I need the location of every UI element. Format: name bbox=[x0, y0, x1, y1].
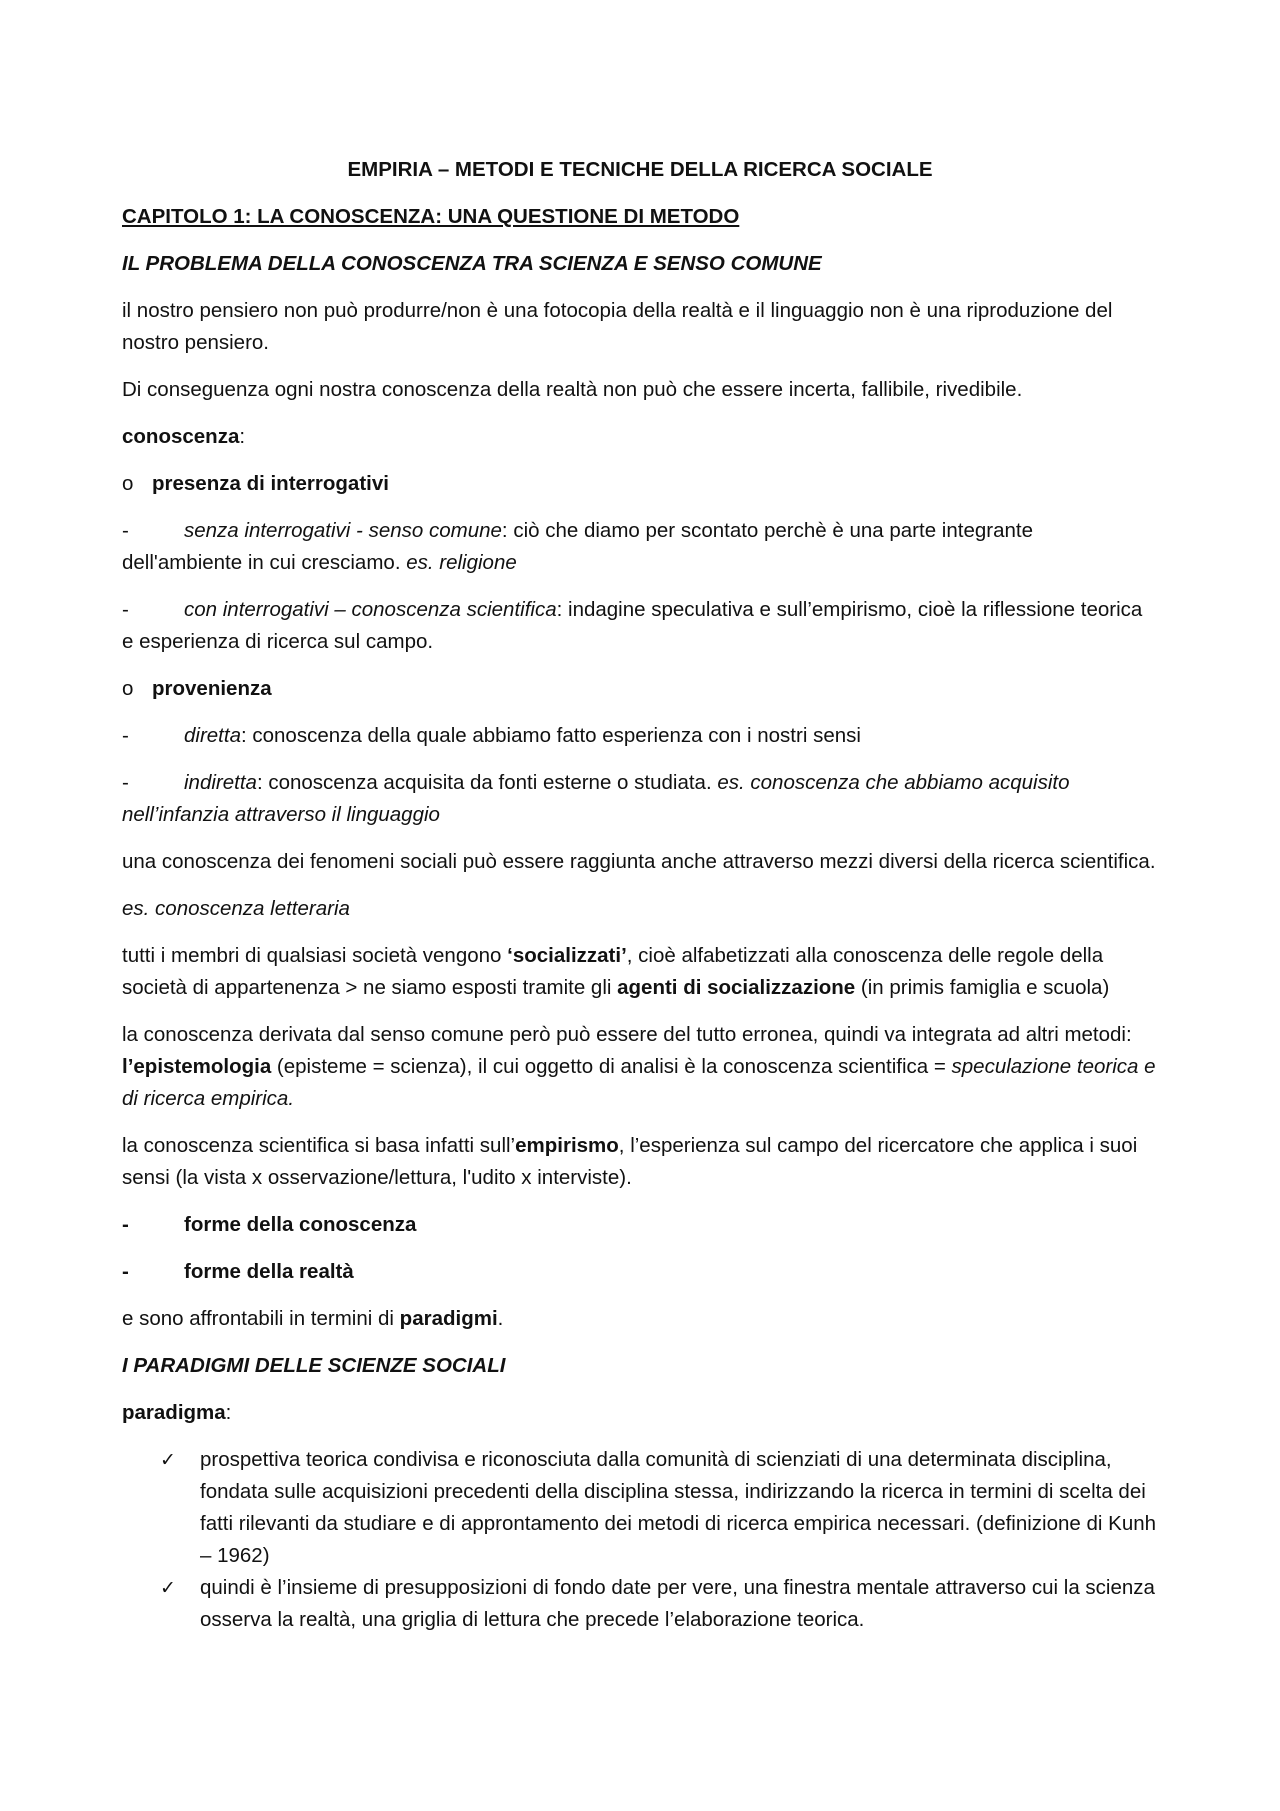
dash-item-con-text: : indagine speculativa e sull’empirismo, cioè la riflessione teorica e esperienza di ricerca sul campo. bbox=[122, 598, 1143, 653]
dash-marker: - bbox=[122, 1213, 129, 1236]
dash-item-diretta bbox=[122, 720, 1158, 752]
paragraph-empirismo bbox=[122, 1130, 1158, 1194]
dash-item-indiretta-text: : conoscenza acquisita da fonti esterne o studiata. bbox=[256, 771, 718, 794]
dash-item-diretta-text: : conoscenza della quale abbiamo fatto esperienza con i nostri sensi bbox=[240, 724, 861, 747]
dash-item-con-term: con interrogativi – conoscenza scientifica bbox=[184, 598, 557, 621]
chapter-heading: CAPITOLO 1: LA CONOSCENZA: UNA QUESTIONE DI METODO bbox=[122, 205, 740, 228]
checklist-item-text: quindi è l’insieme di presupposizioni di fondo date per vere, una finestra mentale attraverso cui la scienza osserva la realtà, una griglia di lettura che precede l’elaborazione teorica. bbox=[200, 1576, 1155, 1631]
bullet-marker: o bbox=[122, 677, 134, 700]
p6-b: l’epistemologia bbox=[122, 1055, 272, 1078]
dash-item-forme-conoscenza bbox=[122, 1209, 1158, 1241]
p7-c: , l’esperienza sul campo del ricercatore che applica i suoi sensi (la vista x osservazione/lettura, l'udito x interviste). bbox=[122, 1134, 1138, 1189]
label-conoscenza-term: conoscenza bbox=[122, 425, 240, 448]
p7-b: empirismo bbox=[515, 1134, 619, 1157]
p5-d: agenti di socializzazione bbox=[617, 976, 856, 999]
p5-b: ‘socializzati’ bbox=[507, 944, 627, 967]
paragraph-example-letteraria: es. conoscenza letteraria bbox=[122, 897, 350, 920]
checklist-item bbox=[160, 1444, 1158, 1572]
checkmark-icon: ✓ bbox=[160, 1449, 176, 1471]
checklist-item bbox=[160, 1572, 1158, 1636]
dash-item-forme-realta-text: forme della realtà bbox=[184, 1260, 354, 1283]
p7-a: la conoscenza scientifica si basa infatti sull’ bbox=[122, 1134, 516, 1157]
dash-item-indiretta bbox=[122, 767, 1158, 831]
dash-item-indiretta-term: indiretta bbox=[184, 771, 257, 794]
bullet-marker: o bbox=[122, 472, 134, 495]
section-heading-paradigmi: I PARADIGMI DELLE SCIENZE SOCIALI bbox=[122, 1354, 506, 1377]
paragraph-pensiero: il nostro pensiero non può produrre/non è una fotocopia della realtà e il linguaggio non è una riproduzione del nostro pensiero. bbox=[122, 299, 1113, 354]
p5-e: (in primis famiglia e scuola) bbox=[855, 976, 1110, 999]
dash-marker: - bbox=[122, 771, 129, 794]
p5-a: tutti i membri di qualsiasi società vengono bbox=[122, 944, 508, 967]
dash-item-con bbox=[122, 594, 1158, 658]
label-paradigma bbox=[122, 1397, 1158, 1429]
p8-b: paradigmi bbox=[399, 1307, 498, 1330]
p6-c: (episteme = scienza), il cui oggetto di analisi è la conoscenza scientifica = bbox=[271, 1055, 952, 1078]
checklist-item-text: prospettiva teorica condivisa e riconosciuta dalla comunità di scienziati di una determinata disciplina, fondata sulle acquisizioni precedenti della disciplina stessa, indirizzando la ricerca in termini di scelta dei fatti rilevanti da studiare e di approntamento dei metodi di ricerca empirica necessari. (definizione di Kunh – 1962) bbox=[200, 1448, 1157, 1567]
dash-marker: - bbox=[122, 598, 129, 621]
dash-item-diretta-term: diretta bbox=[184, 724, 241, 747]
dash-marker: - bbox=[122, 1260, 129, 1283]
bullet-provenienza-text: provenienza bbox=[152, 677, 272, 700]
label-conoscenza bbox=[122, 421, 1158, 453]
dash-item-senza-text: : ciò che diamo per scontato perchè è una parte integrante dell'ambiente in cui cresciamo. bbox=[122, 519, 1033, 574]
dash-marker: - bbox=[122, 519, 129, 542]
dash-item-forme-realta bbox=[122, 1256, 1158, 1288]
checklist bbox=[122, 1444, 1158, 1636]
label-colon: : bbox=[239, 425, 246, 448]
bullet-presenza bbox=[122, 468, 1158, 500]
checkmark-icon: ✓ bbox=[160, 1577, 176, 1599]
p8-c: . bbox=[497, 1307, 504, 1330]
dash-item-senza bbox=[122, 515, 1158, 579]
dash-item-senza-example: es. religione bbox=[406, 551, 517, 574]
p5-c: , cioè alfabetizzati alla conoscenza delle regole della società di appartenenza > ne siamo esposti tramite gli bbox=[122, 944, 1104, 999]
paragraph-fenomeni-sociali: una conoscenza dei fenomeni sociali può essere raggiunta anche attraverso mezzi diversi della ricerca scientifica. bbox=[122, 850, 1156, 873]
dash-item-forme-conoscenza-text: forme della conoscenza bbox=[184, 1213, 417, 1236]
dash-item-senza-term: senza interrogativi - senso comune bbox=[184, 519, 502, 542]
p8-a: e sono affrontabili in termini di bbox=[122, 1307, 400, 1330]
p6-a: la conoscenza derivata dal senso comune però può essere del tutto erronea, quindi va integrata ad altri metodi: bbox=[122, 1023, 1132, 1046]
paragraph-socializzati bbox=[122, 940, 1158, 1004]
dash-item-indiretta-example: es. conoscenza che abbiamo acquisito nell’infanzia attraverso il linguaggio bbox=[122, 771, 1070, 826]
section-heading-conoscenza: IL PROBLEMA DELLA CONOSCENZA TRA SCIENZA E SENSO COMUNE bbox=[122, 252, 822, 275]
label-colon: : bbox=[225, 1401, 232, 1424]
paragraph-conseguenza: Di conseguenza ogni nostra conoscenza della realtà non può che essere incerta, fallibile, rivedibile. bbox=[122, 378, 1023, 401]
document-title: EMPIRIA – METODI E TECNICHE DELLA RICERCA SOCIALE bbox=[347, 158, 933, 181]
p6-d: speculazione teorica e di ricerca empirica. bbox=[122, 1055, 1156, 1110]
label-paradigma-term: paradigma bbox=[122, 1401, 226, 1424]
bullet-presenza-text: presenza di interrogativi bbox=[152, 472, 389, 495]
dash-marker: - bbox=[122, 724, 129, 747]
paragraph-epistemologia bbox=[122, 1019, 1158, 1115]
bullet-provenienza bbox=[122, 673, 1158, 705]
paragraph-paradigmi bbox=[122, 1303, 1158, 1335]
